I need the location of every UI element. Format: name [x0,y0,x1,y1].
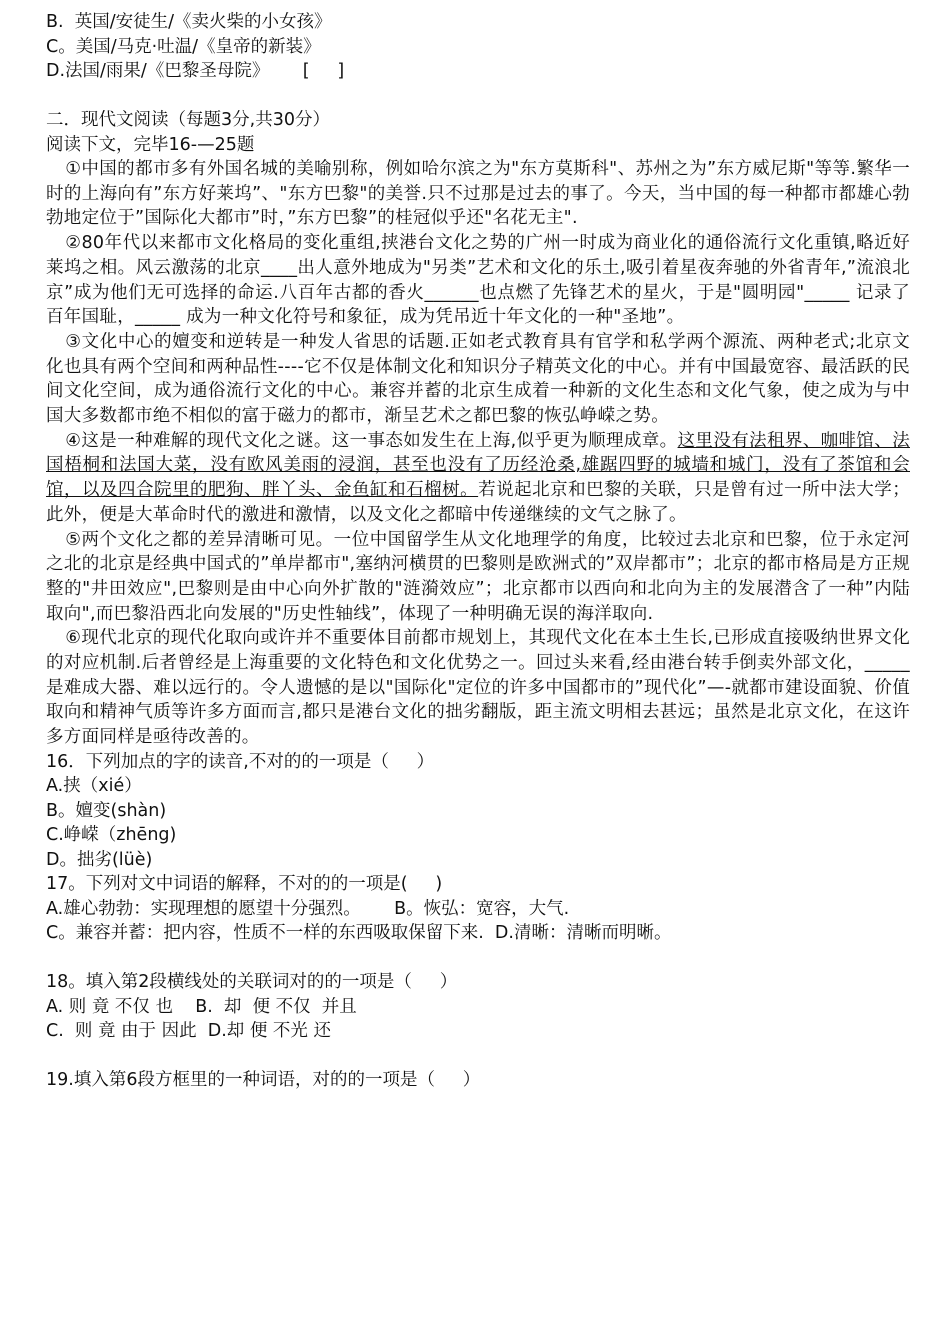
reading-instruction: 阅读下文，完毕16-—25题 [46,134,255,155]
question-stem: 17。下列对文中词语的解释，不对的的一项是( ) [46,874,443,895]
options-row-2: C。兼容并蓄：把内容，性质不一样的东西吸取保留下来. D.清晰：清晰而明晰。 [46,923,672,944]
option-a: A.挟（xié） [46,776,142,797]
question-18 [46,970,910,1044]
option-d: D。拙劣(lüè) [46,849,153,870]
paragraph-5: ⑤两个文化之都的差异清晰可见。一位中国留学生从文化地理学的角度，比较过去北京和巴黎，位于永定河之北的北京是经典中国式的”单岸都市",塞纳河横贯的巴黎则是欧洲式的”双岸都市”；北京的都市格局是方正规整的"井田效应",巴黎则是由中心向外扩散的"涟漪效应”；北京都市以西向和北向为主的发展潜含了一种”内陆取向",而巴黎沿西北向发展的"历史性轴线”，体现了一种明确无误的海洋取向. [46,529,910,624]
option-c: C.峥嵘（zhēng) [46,825,177,846]
question-stem: 16．下列加点的字的读音,不对的的一项是（ ） [46,751,435,772]
paragraph-1: ①中国的都市多有外国名城的美喻别称，例如哈尔滨之为"东方莫斯科"、苏州之为”东方威尼斯"等等.繁华一时的上海向有”东方好莱坞”、"东方巴黎"的美誉.只不过那是过去的事了。今天，当中国的每一种都市都雄心勃勃地定位于”国际化大都市”时，”东方巴黎”的桂冠似乎还"名花无主". [46,159,910,229]
question-stem: 18。填入第2段横线处的关联词对的的一项是（ ） [46,972,458,993]
options-row-1: A. 则 竟 不仅 也 B. 却 便 不仅 并且 [46,996,357,1017]
option-d: D.法国/雨果/《巴黎圣母院》 [ ] [46,61,345,81]
option-b: B。嬗变(shàn) [46,800,167,821]
question-19 [46,1068,910,1093]
question-16 [46,750,910,873]
options-row-1: A.雄心勃勃：实现理想的愿望十分强烈。 B。恢弘：宽容，大气. [46,898,570,919]
paragraph-4 [46,429,910,528]
question-17 [46,872,910,946]
paragraph-4-tail: 若说起北京和巴黎的关联，只是曾有过一所中法大学；此外，便是大革命时代的激进和激情，以及文化之都暗中传递继续的文气之脉了。 [46,480,911,525]
reading-passage [46,157,910,750]
question-stem: 19.填入第6段方框里的一种词语，对的的一项是（ ） [46,1070,481,1091]
option-c: C。美国/马克·吐温/《皇帝的新装》 [46,36,321,57]
paragraph-4-lead: ④这是一种难解的现代文化之谜。这一事态如发生在上海,似乎更为顺理成章。 [65,430,678,451]
paragraph-6: ⑥现代北京的现代化取向或许并不重要体目前都市规划上，其现代文化在本土生长,已形成直接吸纳世界文化的对应机制.后者曾经是上海重要的文化特色和文化优势之一。回过头来看,经由港台转手倒卖外部文化，_____ 是难成大器、难以远行的。令人遗憾的是以"国际化"定位的许多中国都市的”现代化”—-就都市建设面貌、价值取向和精神气质等许多方面而言,都只是港台文化的拙劣翻版，距主流文明相去甚远；虽然是北京文化，在这许多方面同样是亟待改善的。 [46,628,910,748]
previous-question-options [46,10,910,84]
paragraph-3: ③文化中心的嬗变和逆转是一种发人省思的话题.正如老式教育具有官学和私学两个源流、两种老式;北京文化也具有两个空间和两种品性----它不仅是体制文化和知识分子精英文化的中心。并有中国最宽容、最活跃的民间文化空间，成为通俗流行文化的中心。兼容并蓄的北京生成着一种新的文化生态和文化气象，使之成为与中国大多数都市绝不相似的富于磁力的都市，渐呈艺术之都巴黎的恢弘峥嵘之势。 [46,331,910,427]
underlined-sentence: 这里没有法租界、咖啡馆、法国梧桐和法国大菜，没有欧风美雨的浸润，甚至也没有了历经沧桑,雄踞四野的城墙和城门，没有了茶馆和会馆，以及四合院里的肥狗、胖丫头、金鱼缸和石榴树。 [46,430,910,501]
option-b: B. 英国/安徒生/《卖火柴的小女孩》 [46,12,332,32]
section-heading: 二．现代文阅读（每题3分,共30分） [46,110,330,130]
options-row-2: C. 则 竟 由于 因此 D.却 便 不光 还 [46,1021,331,1042]
paragraph-2: ②80年代以来都市文化格局的变化重组,挟港台文化之势的广州一时成为商业化的通俗流行文化重镇,略近好莱坞之相。风云激荡的北京____出人意外地成为"另类”艺术和文化的乐土,吸引着星夜奔驰的外省青年,”流浪北京”成为他们无可选择的命运.八百年古都的香火______也点燃了先锋艺术的星火，于是"圆明园"_____ 记录了百年国耻，_____ 成为一种文化符号和象征，成为凭吊近十年文化的一种"圣地”。 [46,233,910,328]
